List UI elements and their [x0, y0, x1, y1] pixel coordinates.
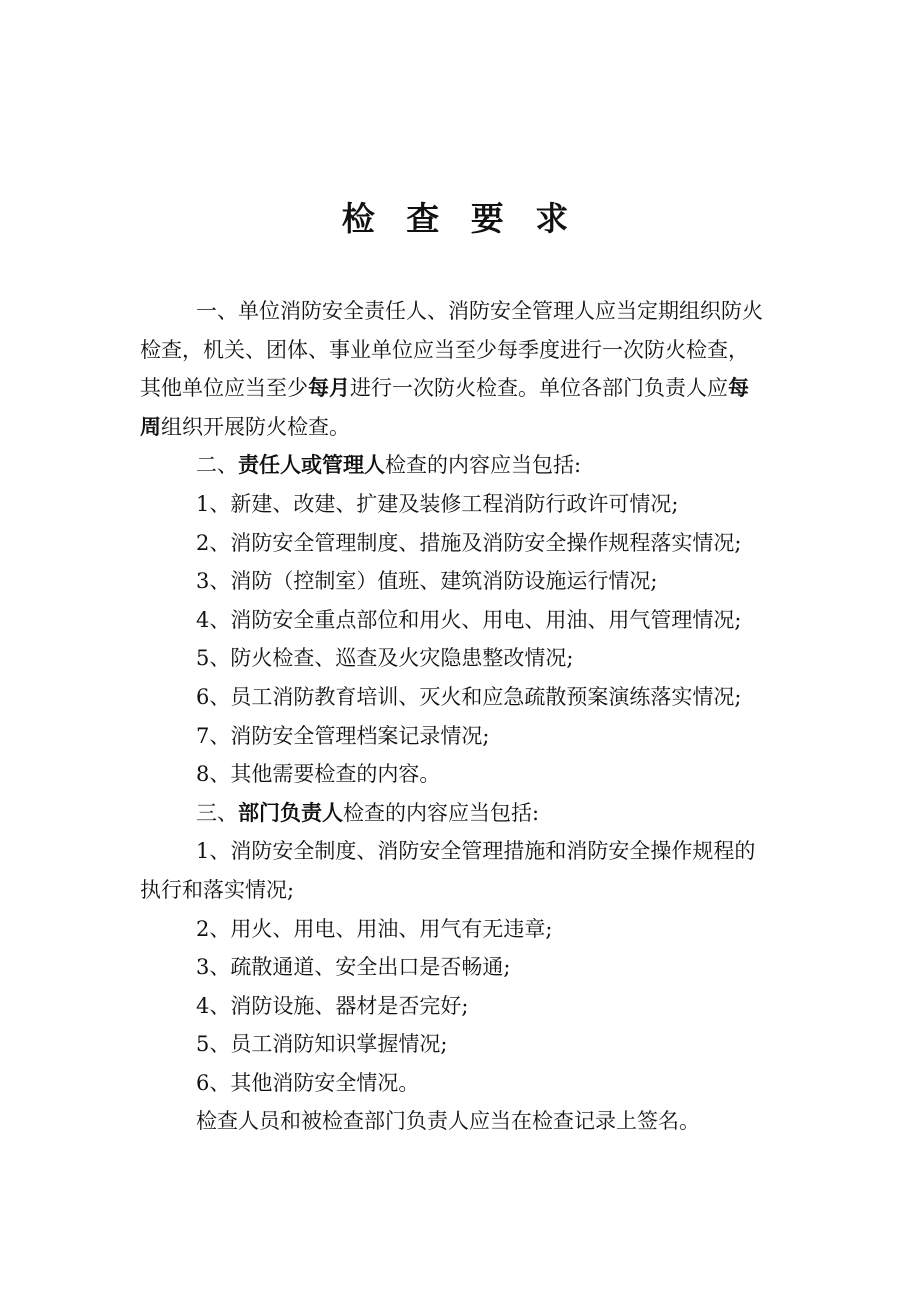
section-2-item: 6、员工消防教育培训、灭火和应急疏散预案演练落实情况; — [196, 684, 742, 709]
section-2-item: 3、消防（控制室）值班、建筑消防设施运行情况; — [196, 569, 658, 594]
section-1-line-2: 检查，机关、团体、事业单位应当至少每季度进行一次防火检查， — [140, 337, 749, 362]
section-3-item: 2、用火、用电、用油、用气有无违章; — [196, 916, 553, 941]
section-3-item-1-line-1: 1、消防安全制度、消防安全管理措施和消防安全操作规程的 — [196, 839, 756, 864]
section-1-line-3 — [140, 369, 780, 408]
section-3-subject: 部门负责人 — [238, 799, 343, 825]
section-3-heading — [140, 794, 780, 833]
section-3-item: 4、消防设施、器材是否完好; — [196, 993, 469, 1018]
section-2-number: 二、 — [196, 453, 238, 478]
section-2-heading — [140, 446, 780, 485]
section-2-heading-text: 检查的内容应当包括: — [385, 453, 582, 478]
section-1-line-1: 一、单位消防安全责任人、消防安全管理人应当定期组织防火 — [196, 299, 763, 323]
section-1-line-4-text: 组织开展防火检查。 — [161, 414, 350, 439]
section-1-line-3-text-a: 其他单位应当至少 — [140, 376, 308, 401]
page-title: 检 查 要 求 — [341, 199, 579, 238]
section-2-item: 4、消防安全重点部位和用火、用电、用油、用气管理情况; — [196, 607, 742, 632]
closing-note: 检查人员和被检查部门负责人应当在检查记录上签名。 — [196, 1109, 700, 1134]
section-2-item: 8、其他需要检查的内容。 — [196, 762, 441, 787]
section-2-subject: 责任人或管理人 — [238, 452, 385, 478]
section-2-item: 5、防火检查、巡查及火灾隐患整改情况; — [196, 646, 574, 671]
section-2-item: 7、消防安全管理档案记录情况; — [196, 723, 490, 748]
section-1-line-3-text-b: 进行一次防火检查。单位各部门负责人应 — [350, 376, 728, 401]
section-3-item-1-line-2: 执行和落实情况; — [140, 877, 295, 902]
section-3-heading-text: 检查的内容应当包括: — [343, 800, 540, 825]
weekly-emphasis-start: 每 — [728, 375, 749, 401]
section-3-number: 三、 — [196, 800, 238, 825]
monthly-emphasis: 每月 — [308, 375, 350, 401]
weekly-emphasis-end: 周 — [140, 413, 161, 439]
section-1 — [140, 292, 780, 1141]
section-3-item: 6、其他消防安全情况。 — [196, 1070, 420, 1095]
section-2-item: 2、消防安全管理制度、措施及消防安全操作规程落实情况; — [196, 530, 742, 555]
section-3-item: 3、疏散通道、安全出口是否畅通; — [196, 955, 511, 980]
section-2-item: 1、新建、改建、扩建及装修工程消防行政许可情况; — [196, 491, 679, 516]
section-3-item: 5、员工消防知识掌握情况; — [196, 1032, 448, 1057]
section-1-line-4 — [140, 408, 780, 447]
